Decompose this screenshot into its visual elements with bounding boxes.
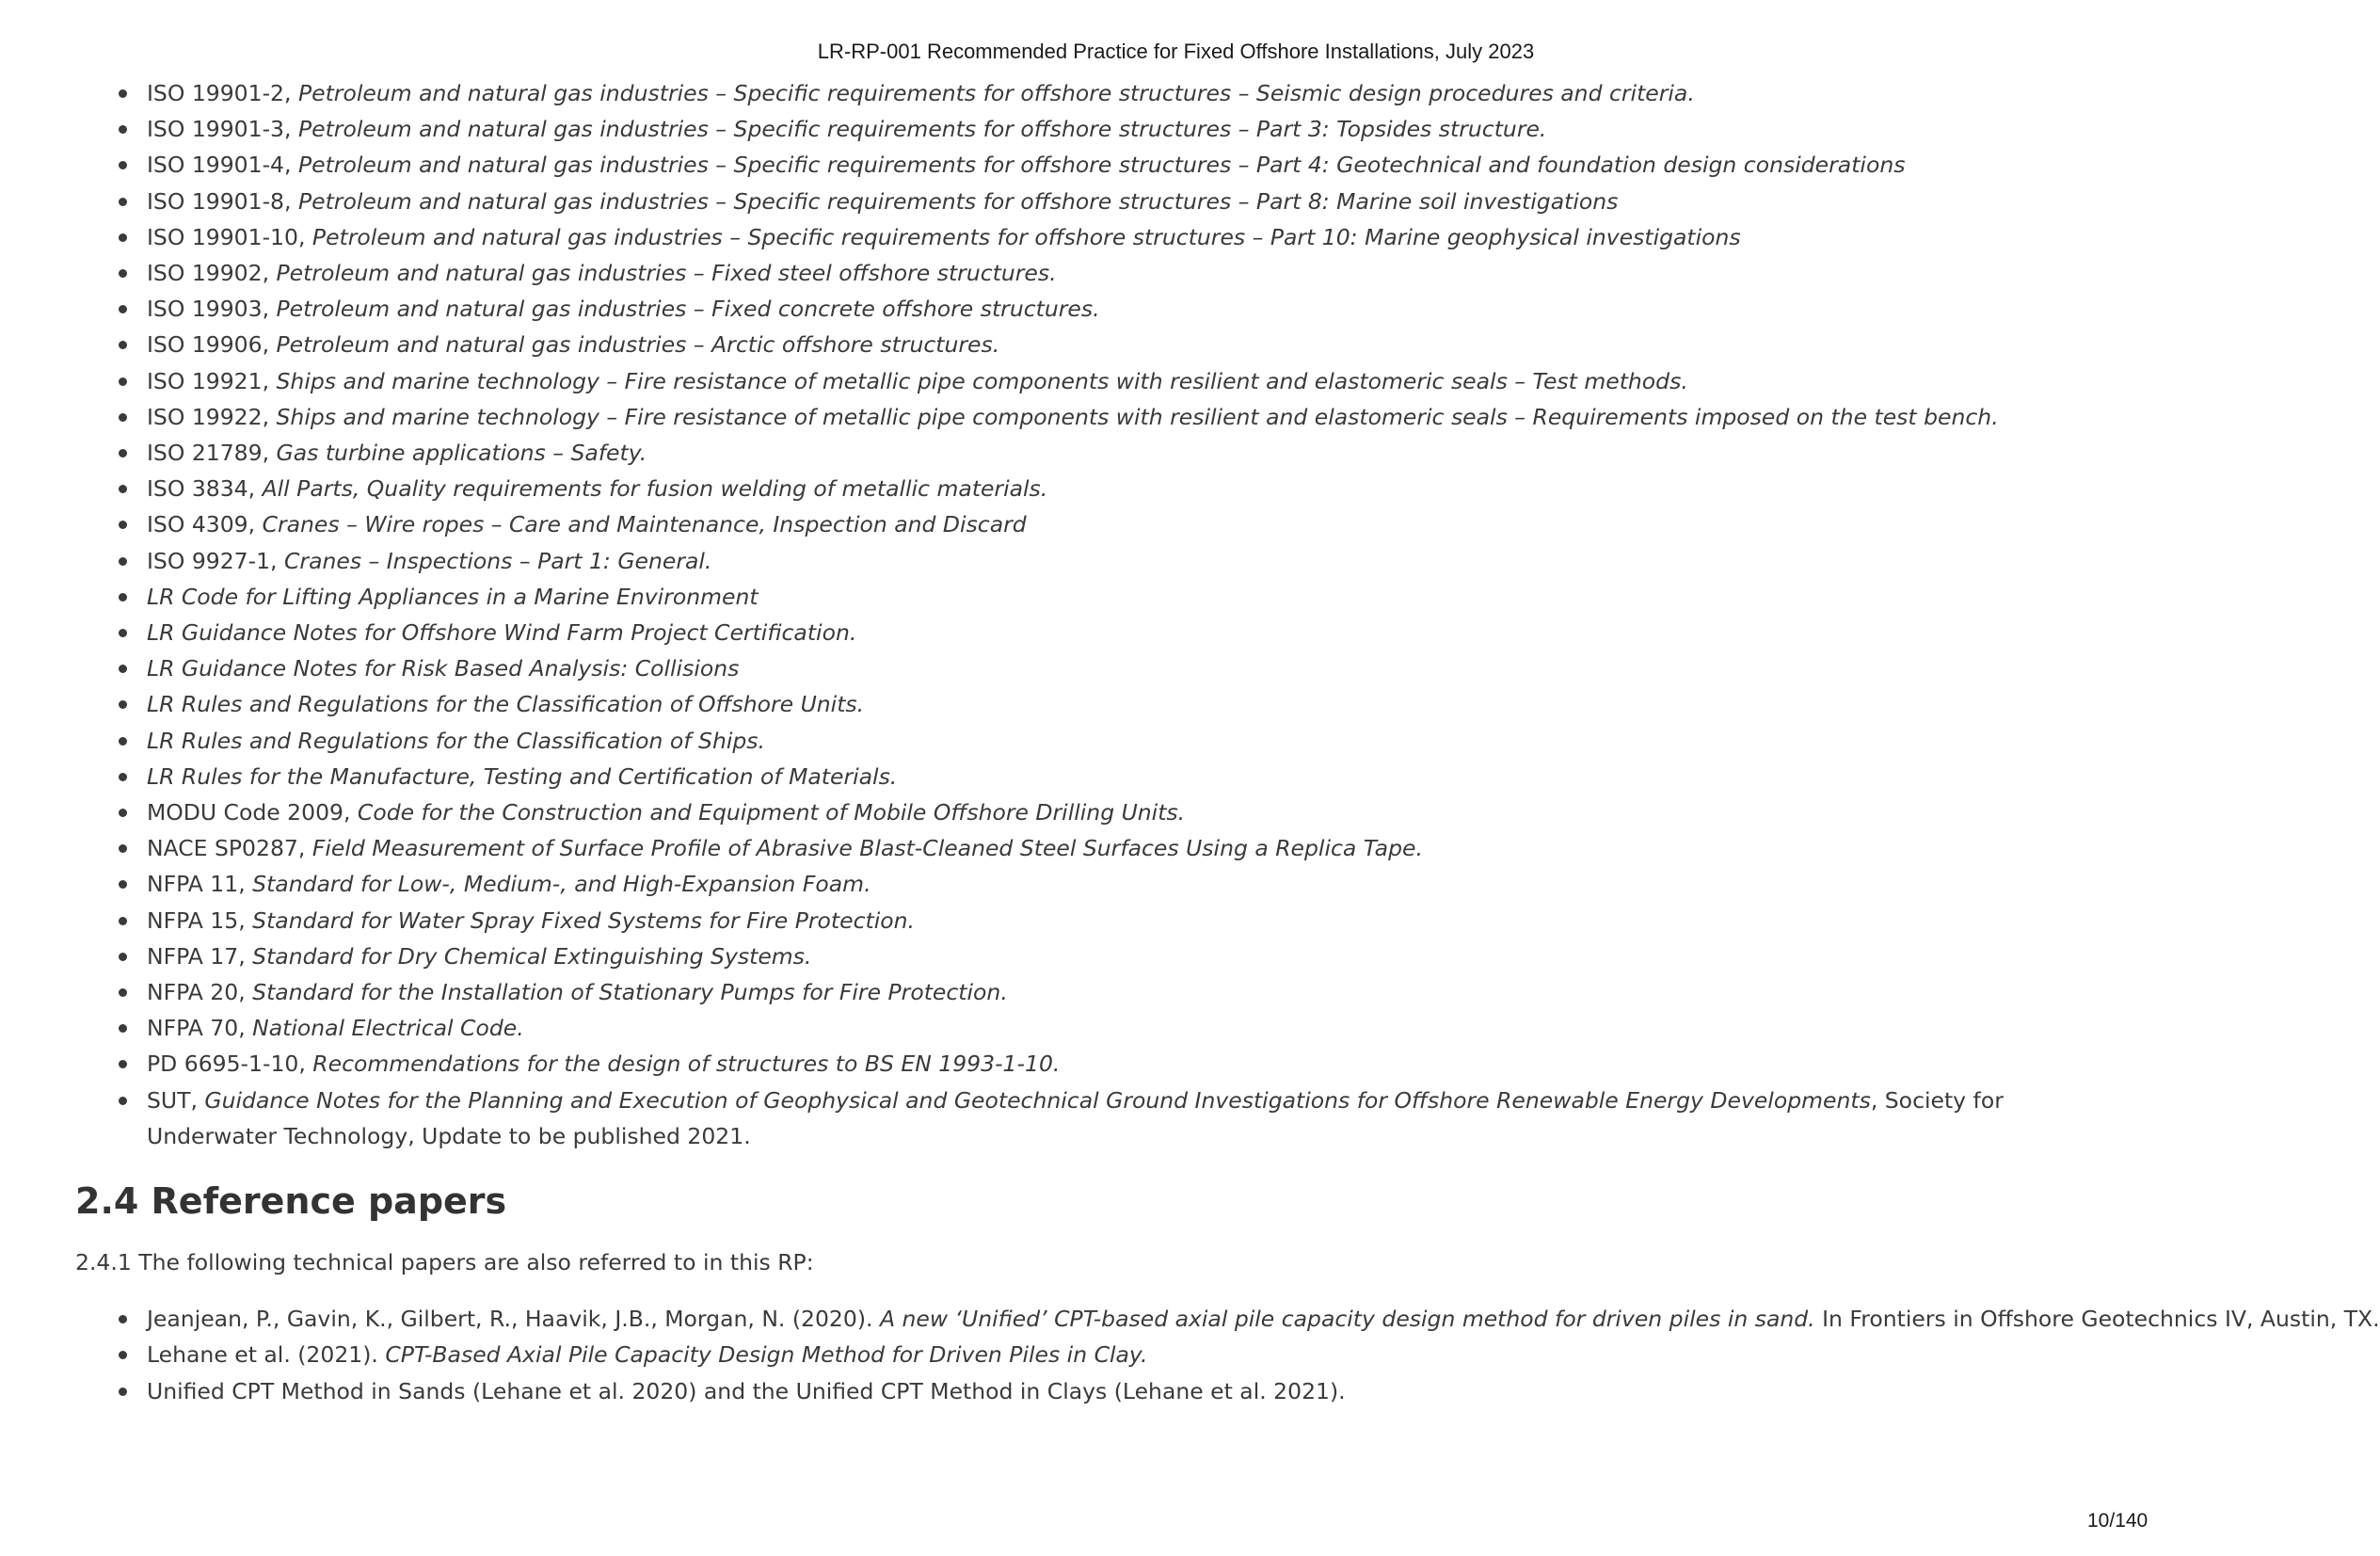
reference-title: Petroleum and natural gas industries – Specific requirements for offshore structures – Part 8: Marine soil investigations [297, 187, 1619, 215]
reference-item [75, 903, 2127, 938]
paper-title: CPT-Based Axial Pile Capacity Design Method for Driven Piles in Clay. [385, 1341, 1148, 1369]
reference-title: All Parts, Quality requirements for fusion welding of metallic materials. [262, 475, 1048, 503]
reference-title: LR Code for Lifting Appliances in a Marine Environment [147, 583, 759, 610]
reference-title: National Electrical Code. [252, 1015, 524, 1042]
reference-title: Petroleum and natural gas industries – Specific requirements for offshore structures – Seismic design procedures and criteria. [297, 80, 1695, 106]
reference-title: Cranes – Wire ropes – Care and Maintenance, Inspection and Discard [262, 511, 1027, 538]
reference-title: LR Rules and Regulations for the Classification of Ships. [147, 727, 766, 754]
paper-item [75, 1301, 2380, 1337]
reference-title: Ships and marine technology – Fire resistance of metallic pipe components with resilient and elastomeric seals – Requirements imposed on the test bench. [276, 403, 1999, 430]
paper-source: In Frontiers in Offshore Geotechnics IV, Austin, TX. [1814, 1306, 2380, 1333]
reference-code: NFPA 17, [147, 942, 253, 970]
reference-item [75, 75, 2127, 111]
reference-item [75, 327, 2127, 362]
reference-item [75, 471, 2127, 506]
reference-code: ISO 19901-3, [147, 116, 298, 143]
page-header: LR-RP-001 Recommended Practice for Fixed Offshore Installations, July 2023 [817, 40, 1535, 63]
reference-title: Standard for Low-, Medium-, and High-Expansion Foam. [252, 871, 871, 898]
reference-code: ISO 21789, [147, 440, 277, 467]
reference-item [75, 255, 2127, 291]
reference-title: LR Rules for the Manufacture, Testing and Certification of Materials. [147, 762, 898, 790]
reference-item [75, 1010, 2127, 1046]
reference-item [75, 506, 2127, 542]
reference-code: NACE SP0287, [147, 835, 312, 862]
reference-item [75, 830, 2127, 866]
reference-title: Standard for the Installation of Stationary Pumps for Fire Protection. [252, 979, 1008, 1006]
reference-list-sut [75, 1083, 2127, 1154]
reference-list [75, 75, 2127, 1083]
reference-code: ISO 19901-8, [147, 187, 298, 215]
paper-item [75, 1337, 2127, 1372]
reference-suffix: , Society for Underwater Technology, Update to be published 2021. [147, 1086, 2004, 1149]
reference-code: ISO 4309, [147, 511, 263, 538]
reference-item [75, 686, 2127, 722]
document-body [75, 75, 2380, 1409]
reference-item [75, 291, 2127, 327]
reference-code: NFPA 11, [147, 871, 253, 898]
reference-code: SUT, [147, 1086, 205, 1114]
reference-code: ISO 19901-10, [147, 223, 312, 250]
reference-title: Guidance Notes for the Planning and Execution of Geophysical and Geotechnical Ground Investigations for Offshore Renewable Energy Developments [204, 1086, 1871, 1114]
reference-item [75, 111, 2127, 147]
reference-item [75, 363, 2127, 399]
section-intro: 2.4.1 The following technical papers are also referred to in this RP: [75, 1249, 814, 1276]
reference-item [75, 615, 2127, 650]
reference-title: Field Measurement of Surface Profile of Abrasive Blast-Cleaned Steel Surfaces Using a Replica Tape. [311, 835, 1423, 862]
reference-title: Standard for Water Spray Fixed Systems for Fire Protection. [252, 906, 916, 934]
reference-title: Cranes – Inspections – Part 1: General. [284, 547, 712, 574]
reference-item [75, 866, 2127, 902]
reference-title: Petroleum and natural gas industries – Fixed concrete offshore structures. [276, 296, 1100, 323]
reference-code: ISO 19901-2, [147, 80, 298, 106]
paper-list [75, 1301, 2380, 1409]
paper-title: A new ‘Unified’ CPT-based axial pile capacity design method for driven piles in sand. [879, 1306, 1815, 1333]
reference-item [75, 938, 2127, 974]
paper-text: Unified CPT Method in Sands (Lehane et al. 2020) and the Unified CPT Method in Clays (Lehane et al. 2021). [147, 1377, 1346, 1404]
reference-title: Petroleum and natural gas industries – Specific requirements for offshore structures – Part 10: Marine geophysical investigations [311, 223, 1741, 250]
paper-authors: Jeanjean, P., Gavin, K., Gilbert, R., Haavik, J.B., Morgan, N. (2020). [147, 1306, 880, 1333]
reference-item [75, 650, 2127, 686]
reference-title: Standard for Dry Chemical Extinguishing Systems. [252, 942, 812, 970]
reference-title: Petroleum and natural gas industries – Fixed steel offshore structures. [276, 260, 1057, 287]
paper-item [75, 1373, 2127, 1409]
reference-item [75, 435, 2127, 471]
reference-code: NFPA 15, [147, 906, 253, 934]
reference-code: NFPA 70, [147, 1015, 253, 1042]
reference-code: NFPA 20, [147, 979, 253, 1006]
reference-item [75, 974, 2127, 1010]
reference-item [75, 794, 2127, 830]
reference-item [75, 543, 2127, 579]
reference-title: LR Rules and Regulations for the Classification of Offshore Units. [147, 691, 865, 718]
paper-authors: Lehane et al. (2021). [147, 1341, 386, 1369]
reference-title: Petroleum and natural gas industries – Specific requirements for offshore structures – Part 4: Geotechnical and foundation design considerations [297, 152, 1906, 179]
reference-title: Recommendations for the design of structures to BS EN 1993-1-10. [312, 1051, 1061, 1078]
reference-code: ISO 3834, [147, 475, 263, 503]
reference-code: ISO 9927-1, [147, 547, 284, 574]
reference-item [75, 1046, 2127, 1082]
reference-title: Gas turbine applications – Safety. [276, 440, 647, 467]
reference-title: Petroleum and natural gas industries – Arctic offshore structures. [276, 331, 1000, 359]
reference-item [75, 184, 2127, 219]
reference-item [75, 147, 2127, 183]
reference-title: Ships and marine technology – Fire resistance of metallic pipe components with resilient and elastomeric seals – Test methods. [276, 367, 1688, 394]
reference-code: ISO 19903, [147, 296, 277, 323]
reference-code: ISO 19902, [147, 260, 277, 287]
reference-title: Petroleum and natural gas industries – Specific requirements for offshore structures – Part 3: Topsides structure. [297, 116, 1547, 143]
reference-item [75, 723, 2127, 759]
section-heading: 2.4 Reference papers [75, 1180, 507, 1223]
reference-code: ISO 19901-4, [147, 152, 298, 179]
reference-item [75, 579, 2127, 615]
reference-title: Code for the Construction and Equipment of Mobile Offshore Drilling Units. [357, 799, 1186, 826]
page-number: 10/140 [2087, 1510, 2148, 1532]
reference-item-sut [75, 1083, 2127, 1154]
reference-code: ISO 19921, [147, 367, 277, 394]
reference-item [75, 759, 2127, 794]
reference-code: ISO 19922, [147, 403, 277, 430]
reference-item [75, 399, 2127, 435]
reference-code: PD 6695-1-10, [147, 1051, 313, 1078]
reference-title: LR Guidance Notes for Risk Based Analysis: Collisions [147, 655, 740, 682]
reference-code: ISO 19906, [147, 331, 277, 359]
reference-item [75, 219, 2127, 255]
reference-code: MODU Code 2009, [147, 799, 358, 826]
reference-title: LR Guidance Notes for Offshore Wind Farm Project Certification. [147, 619, 857, 647]
